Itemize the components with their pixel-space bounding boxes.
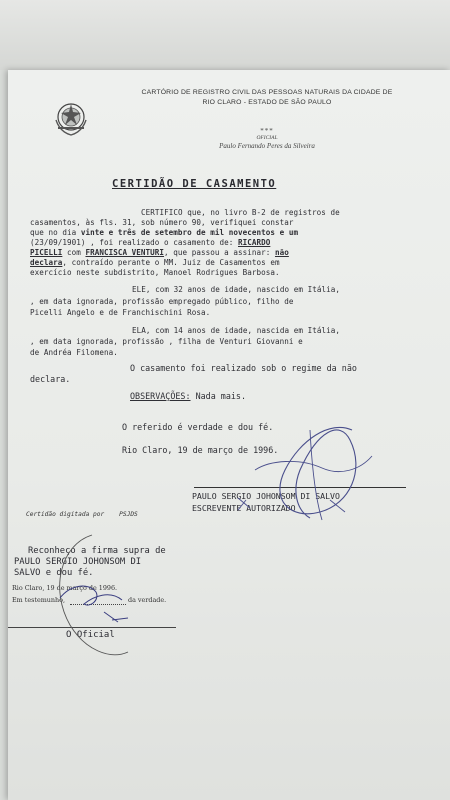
oficial-label: O Oficial bbox=[66, 630, 115, 640]
p1-line-3 bbox=[30, 228, 298, 238]
office-line-1: CARTÓRIO DE REGISTRO CIVIL DAS PESSOAS NATURAIS DA CIDADE DE bbox=[141, 89, 393, 96]
marriage-date-words: vinte e três de setembro de mil novecentos e um bbox=[80, 228, 299, 237]
observations-value: Nada mais. bbox=[195, 391, 246, 401]
stars: *** bbox=[260, 127, 274, 135]
signatory-name: PAULO SERGIO JOHONSOM DI SALVO bbox=[192, 491, 340, 501]
testimony-dotted-line bbox=[70, 604, 126, 605]
p3-line-1: ELA, com 14 anos de idade, nascida em Itália, bbox=[132, 326, 340, 335]
officer-role: OFICIAL bbox=[256, 135, 278, 141]
groom-surname: PICELLI bbox=[30, 248, 63, 257]
p2-line-3: Picelli Angelo e de Franchischini Rosa. bbox=[30, 308, 211, 317]
signed-name-b: declara bbox=[30, 258, 63, 267]
notary-testimony-b: da verdade. bbox=[128, 596, 167, 604]
signature-line bbox=[194, 487, 406, 488]
marriage-date: (23/09/1901) bbox=[30, 238, 86, 247]
p1-line-4-b: , foi realizado o casamento de: bbox=[85, 238, 238, 247]
typed-by-label: Certidão digitada por bbox=[26, 511, 105, 518]
notary-place-date: Rio Claro, 19 de março de 1996. bbox=[12, 584, 118, 592]
p1-line-2: casamentos, às fls. 31, sob número 90, verifiquei constar bbox=[30, 218, 294, 227]
p4-line-2: declara. bbox=[30, 374, 71, 384]
notary-line-2: PAULO SERGIO JOHONSOM DI bbox=[14, 557, 142, 567]
groom-first-name: RICARDO bbox=[238, 238, 271, 247]
notary-line-1: Reconheço a firma supra de bbox=[28, 546, 166, 556]
bride-name: FRANCISCA VENTURI bbox=[85, 248, 165, 257]
p2-line-2: , em data ignorada, profissão empregado público, filho de bbox=[30, 297, 294, 306]
oficial-signature-line bbox=[8, 627, 176, 628]
signatory-block bbox=[192, 490, 340, 514]
observations-label: OBSERVAÇÕES: bbox=[130, 391, 191, 401]
signatory-title: ESCREVENTE AUTORIZADO bbox=[192, 503, 296, 513]
notary-recognition bbox=[14, 546, 166, 579]
p1-line-4 bbox=[30, 238, 270, 248]
p2-line-1: ELE, com 32 anos de idade, nascido em Itália, bbox=[132, 285, 340, 294]
typed-by bbox=[26, 511, 138, 518]
p1-line-3-a: que no dia bbox=[30, 228, 81, 237]
office-line-2: RIO CLARO - ESTADO DE SÃO PAULO bbox=[202, 99, 332, 106]
p1-line-6-b: , contraído perante o MM. Juiz de Casamentos em bbox=[62, 258, 280, 267]
p3-line-2: , em data ignorada, profissão , filha de Venturi Giovanni e bbox=[30, 337, 303, 346]
p1-line-5-b: com bbox=[62, 248, 86, 257]
p1-line-1: CERTIFICO que, no livro B-2 de registros de bbox=[141, 208, 340, 217]
signed-name-a: não bbox=[274, 248, 289, 257]
certificate-title: CERTIDÃO DE CASAMENTO bbox=[112, 178, 277, 190]
p1-line-5-d: , que passou a assinar: bbox=[164, 248, 275, 257]
p1-line-6 bbox=[30, 258, 280, 268]
attestation: O referido é verdade e dou fé. bbox=[122, 422, 274, 432]
p3-line-3: de Andréa Filomena. bbox=[30, 348, 118, 357]
background-top bbox=[0, 0, 450, 70]
p1-line-5 bbox=[30, 248, 289, 258]
notary-testimony-a: Em testemunho, bbox=[12, 596, 66, 604]
p4-line-1: O casamento foi realizado sob o regime da não bbox=[130, 363, 357, 373]
typed-by-initials: PSJDS bbox=[119, 511, 138, 518]
notary-line-3: SALVO e dou fé. bbox=[14, 568, 94, 578]
observations bbox=[130, 391, 246, 401]
registry-office-header bbox=[108, 88, 426, 108]
officer-block bbox=[108, 127, 426, 150]
coat-of-arms-icon bbox=[52, 98, 90, 138]
officer-name: Paulo Fernando Peres da Silveira bbox=[219, 142, 315, 150]
issue-date: Rio Claro, 19 de março de 1996. bbox=[122, 445, 279, 455]
p1-line-7: exercício neste subdistrito, Manoel Rodrigues Barbosa. bbox=[30, 268, 280, 277]
